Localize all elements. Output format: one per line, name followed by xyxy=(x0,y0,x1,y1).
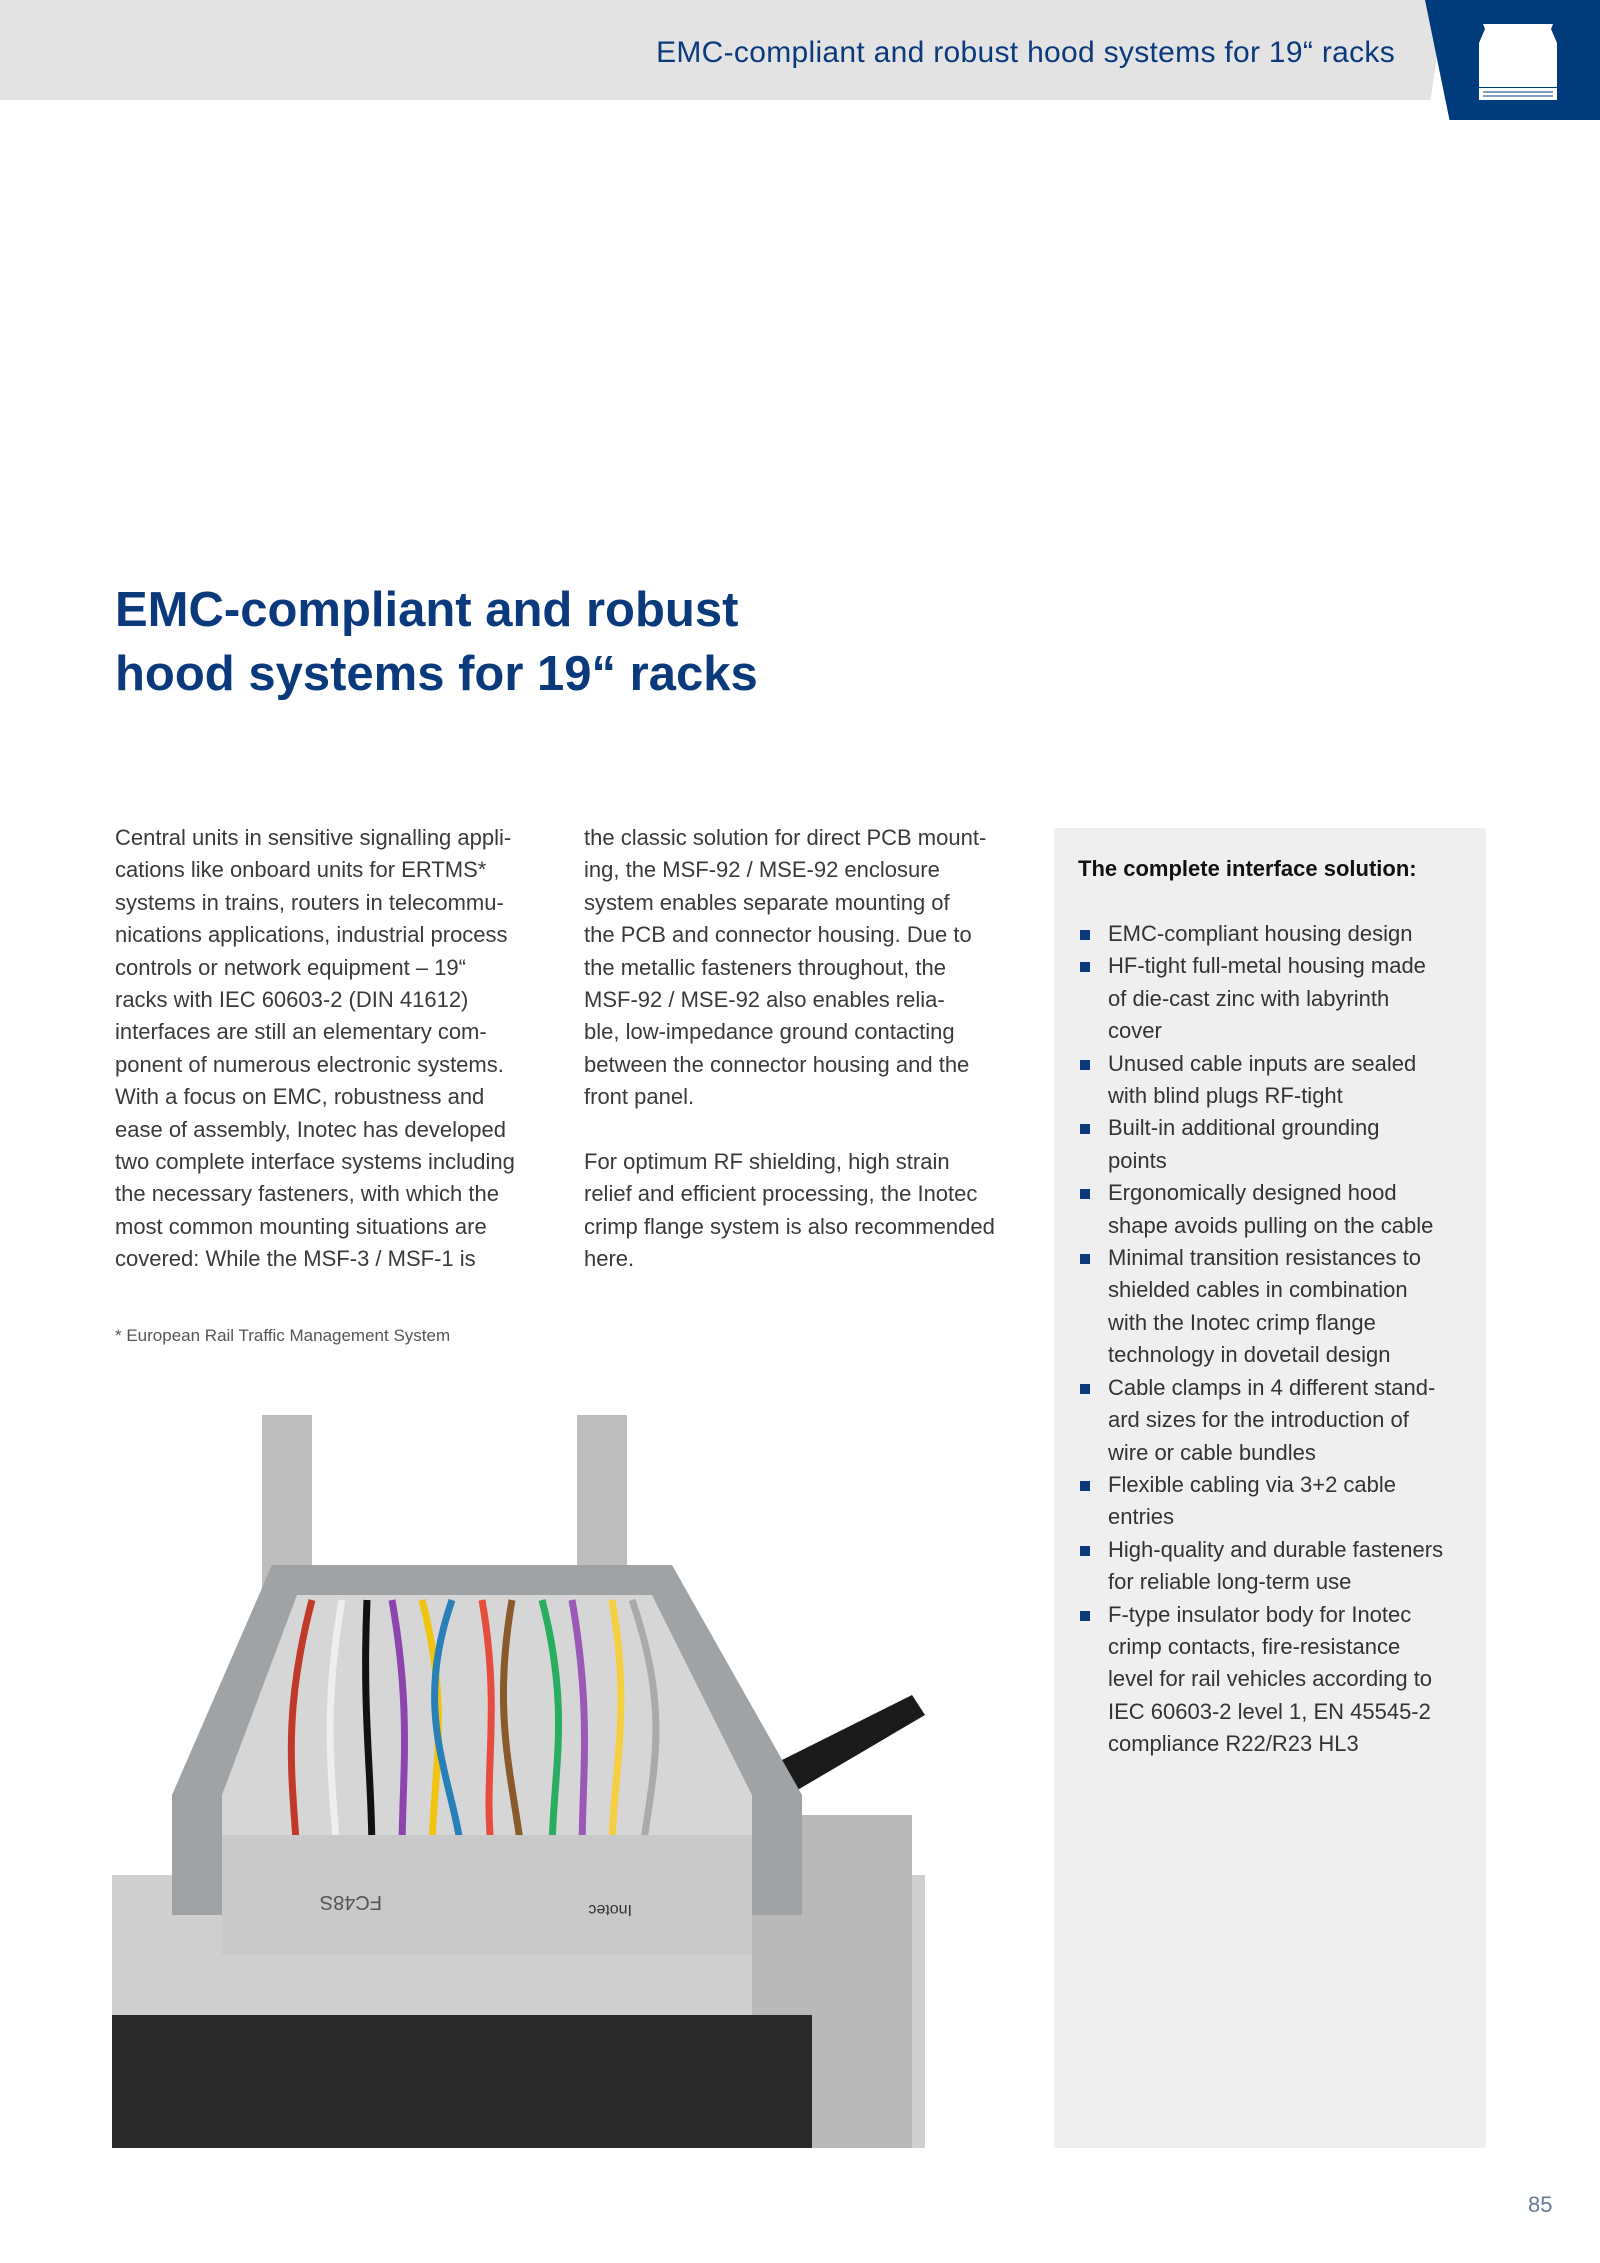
text-line: systems in trains, routers in telecommu- xyxy=(115,889,504,915)
feature-line: for reliable long-term use xyxy=(1108,1569,1352,1595)
text-line: cations like onboard units for ERTMS* xyxy=(115,857,487,883)
bullet-square-icon xyxy=(1080,1384,1090,1394)
feature-line: High-quality and durable fasteners xyxy=(1108,1536,1444,1562)
text-line: MSF-92 / MSE-92 also enables relia- xyxy=(584,986,945,1012)
feature-line: EMC-compliant housing design xyxy=(1108,921,1413,946)
body-column-1 xyxy=(115,822,515,1275)
text-line: interfaces are still an elementary com- xyxy=(115,1019,487,1045)
feature-item xyxy=(1078,1112,1443,1177)
feature-item xyxy=(1078,1372,1443,1469)
bullet-square-icon xyxy=(1080,930,1090,940)
feature-line: Built-in additional grounding xyxy=(1108,1115,1380,1141)
text-line: the metallic fasteners throughout, the xyxy=(584,954,946,980)
bullet-square-icon xyxy=(1080,1124,1090,1134)
text-line: front panel. xyxy=(584,1084,695,1110)
text-line: Central units in sensitive signalling appli- xyxy=(115,825,512,850)
feature-line: cover xyxy=(1108,1018,1162,1044)
bullet-square-icon xyxy=(1080,1254,1090,1264)
bullet-square-icon xyxy=(1080,1546,1090,1556)
hood-connector-icon xyxy=(1475,20,1561,100)
feature-item xyxy=(1078,918,1443,950)
text-line xyxy=(584,1114,995,1146)
text-line: here. xyxy=(584,1246,635,1272)
bullet-square-icon xyxy=(1080,1189,1090,1199)
text-line: the PCB and connector housing. Due to xyxy=(584,922,972,948)
text-line: controls or network equipment – 19“ xyxy=(115,954,466,980)
feature-item xyxy=(1078,1048,1443,1113)
bullet-square-icon xyxy=(1080,1060,1090,1070)
feature-line: crimp contacts, fire-resistance xyxy=(1108,1633,1401,1659)
footnote: * European Rail Traffic Management System xyxy=(115,1326,451,1345)
text-line: racks with IEC 60603-2 (DIN 41612) xyxy=(115,986,469,1012)
feature-item xyxy=(1078,950,1443,1047)
text-line: ponent of numerous electronic systems. xyxy=(115,1051,504,1077)
features-box xyxy=(1054,828,1486,2148)
feature-line: IEC 60603-2 level 1, EN 45545-2 xyxy=(1108,1698,1431,1724)
body-column-2 xyxy=(584,822,995,1275)
page-title: EMC-compliant and robust hood systems for 19“ racks xyxy=(115,583,758,701)
feature-line: of die-cast zinc with labyrinth xyxy=(1108,985,1390,1011)
running-header: EMC-compliant and robust hood systems for 19“ racks xyxy=(656,36,1395,69)
text-line: ing, the MSF-92 / MSE-92 enclosure xyxy=(584,857,940,883)
text-line: ease of assembly, Inotec has developed xyxy=(115,1116,506,1142)
feature-line: technology in dovetail design xyxy=(1108,1342,1391,1368)
page-number: 85 xyxy=(1528,2192,1553,2217)
feature-item xyxy=(1078,1599,1443,1761)
feature-line: compliance R22/R23 HL3 xyxy=(1108,1731,1359,1757)
text-line: the necessary fasteners, with which the xyxy=(115,1181,499,1207)
features-list xyxy=(1078,918,1443,1761)
feature-line: entries xyxy=(1108,1504,1175,1530)
text-line: covered: While the MSF-3 / MSF-1 is xyxy=(115,1246,476,1272)
text-line: For optimum RF shielding, high strain xyxy=(584,1148,950,1174)
feature-line: F-type insulator body for Inotec xyxy=(1108,1601,1412,1627)
feature-line: Minimal transition resistances to xyxy=(1108,1245,1422,1271)
feature-line: points xyxy=(1108,1147,1167,1173)
feature-line: ard sizes for the introduction of xyxy=(1108,1407,1409,1433)
feature-line: Unused cable inputs are sealed xyxy=(1108,1050,1417,1076)
bullet-square-icon xyxy=(1080,962,1090,972)
feature-item xyxy=(1078,1242,1443,1372)
feature-line: level for rail vehicles according to xyxy=(1108,1666,1433,1692)
features-title: The complete interface solution: xyxy=(1078,856,1417,881)
text-line: two complete interface systems including xyxy=(115,1148,515,1174)
text-line: crimp flange system is also recommended xyxy=(584,1213,995,1239)
feature-line: with blind plugs RF-tight xyxy=(1108,1083,1343,1109)
text-line: nications applications, industrial process xyxy=(115,922,508,948)
text-line: most common mounting situations are xyxy=(115,1213,487,1239)
text-line: relief and efficient processing, the Inotec xyxy=(584,1181,978,1207)
feature-line: HF-tight full-metal housing made xyxy=(1108,953,1426,979)
photo-brand: Inotec xyxy=(588,1901,632,1918)
text-line: ble, low-impedance ground contacting xyxy=(584,1019,955,1045)
feature-line: Ergonomically designed hood xyxy=(1108,1180,1397,1206)
bullet-square-icon xyxy=(1080,1611,1090,1621)
photo-label: FC48S xyxy=(319,1891,382,1913)
feature-line: with the Inotec crimp flange xyxy=(1108,1309,1376,1335)
text-line: system enables separate mounting of xyxy=(584,889,950,915)
text-line: With a focus on EMC, robustness and xyxy=(115,1084,485,1110)
feature-item xyxy=(1078,1469,1443,1534)
feature-item xyxy=(1078,1177,1443,1242)
feature-line: shielded cables in combination xyxy=(1108,1277,1408,1303)
text-line: the classic solution for direct PCB mount- xyxy=(584,825,987,850)
bullet-square-icon xyxy=(1080,1481,1090,1491)
feature-line: Flexible cabling via 3+2 cable xyxy=(1108,1471,1397,1497)
feature-line: shape avoids pulling on the cable xyxy=(1108,1212,1434,1238)
feature-line: wire or cable bundles xyxy=(1108,1439,1316,1465)
feature-item xyxy=(1078,1534,1443,1599)
product-photo xyxy=(112,1415,925,2148)
section-tab xyxy=(1425,0,1600,120)
text-line: between the connector housing and the xyxy=(584,1051,970,1077)
feature-line: Cable clamps in 4 different stand- xyxy=(1108,1374,1436,1400)
